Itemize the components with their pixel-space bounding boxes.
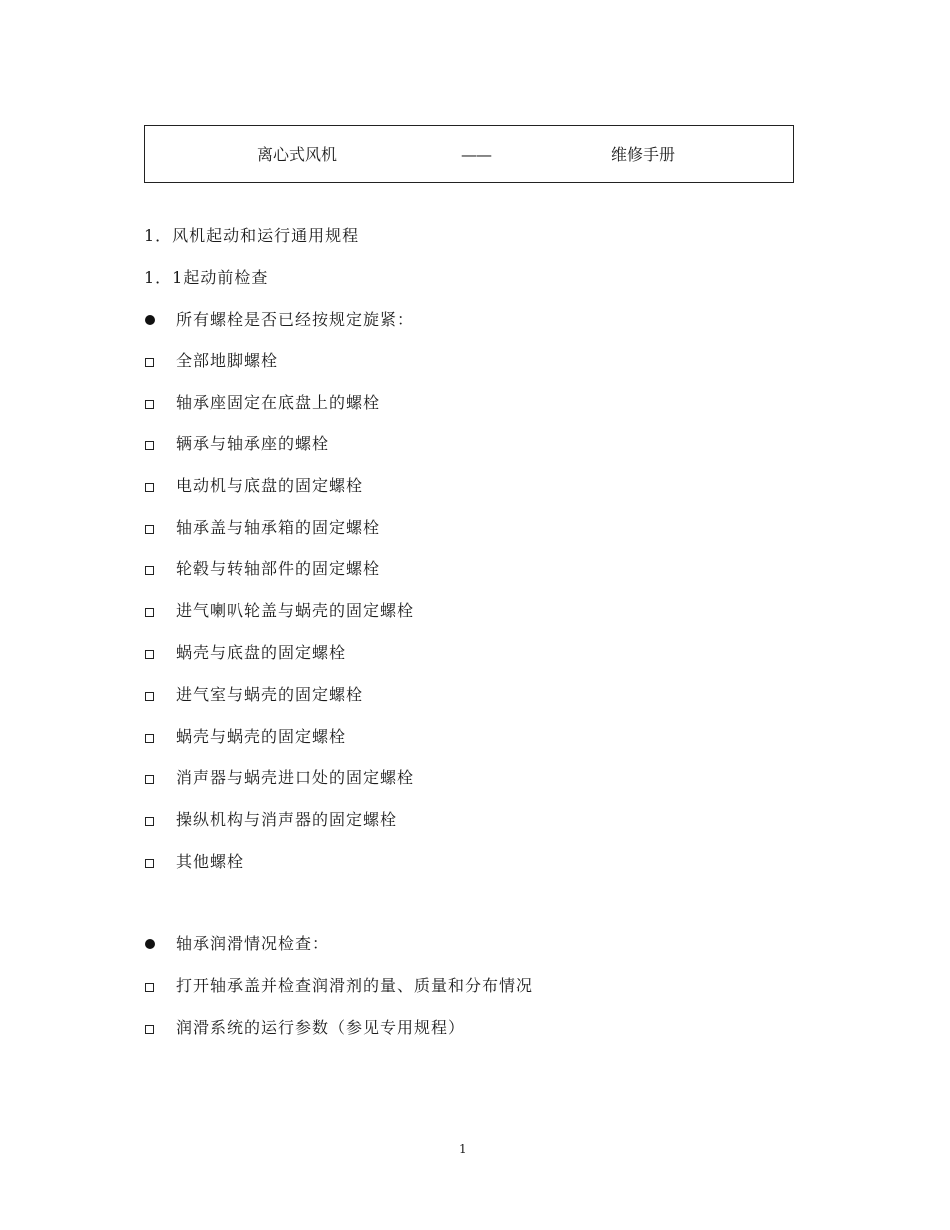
- list-item: 进气喇叭轮盖与蜗壳的固定螺栓: [176, 601, 415, 620]
- list-item: 轴承盖与轴承箱的固定螺栓: [176, 518, 381, 537]
- bullet-icon: [144, 310, 158, 330]
- checkbox-icon: [144, 810, 158, 830]
- checkbox-icon: [144, 351, 158, 371]
- group-title-lubrication: 轴承润滑情况检查：: [176, 934, 330, 953]
- checkbox-icon: [144, 727, 158, 747]
- list-item: 蜗壳与蜗壳的固定螺栓: [176, 727, 347, 746]
- checkbox-icon: [144, 852, 158, 872]
- list-item: 全部地脚螺栓: [176, 351, 279, 370]
- header-title-left: 离心式风机: [257, 145, 338, 164]
- checkbox-icon: [144, 559, 158, 579]
- list-item: 轴承座固定在底盘上的螺栓: [176, 393, 381, 412]
- bullet-icon: [144, 934, 158, 954]
- list-item: 操纵机构与消声器的固定螺栓: [176, 810, 398, 829]
- checkbox-icon: [144, 976, 158, 996]
- checkbox-icon: [144, 601, 158, 621]
- list-item: 打开轴承盖并检查润滑剂的量、质量和分布情况: [176, 976, 534, 995]
- subsection-title: 1．1起动前检查: [144, 268, 269, 287]
- section-title: 1．风机起动和运行通用规程: [144, 226, 360, 245]
- checkbox-icon: [144, 476, 158, 496]
- list-item: 电动机与底盘的固定螺栓: [176, 476, 364, 495]
- list-item: 润滑系统的运行参数（参见专用规程）: [176, 1018, 466, 1037]
- header-dash: ——: [461, 145, 491, 164]
- checkbox-icon: [144, 434, 158, 454]
- list-item: 其他螺栓: [176, 852, 245, 871]
- checkbox-icon: [144, 1018, 158, 1038]
- page-number: 1: [459, 1142, 467, 1156]
- header-title-right: 维修手册: [611, 145, 676, 164]
- document-header-box: [144, 125, 794, 183]
- list-item: 辆承与轴承座的螺栓: [176, 434, 330, 453]
- list-item: 消声器与蜗壳进口处的固定螺栓: [176, 768, 415, 787]
- list-item: 进气室与蜗壳的固定螺栓: [176, 685, 364, 704]
- group-title-bolts: 所有螺栓是否已经按规定旋紧：: [176, 310, 415, 329]
- checkbox-icon: [144, 643, 158, 663]
- checkbox-icon: [144, 768, 158, 788]
- checkbox-icon: [144, 685, 158, 705]
- checkbox-icon: [144, 393, 158, 413]
- list-item: 蜗壳与底盘的固定螺栓: [176, 643, 347, 662]
- list-item: 轮毂与转轴部件的固定螺栓: [176, 559, 381, 578]
- checkbox-icon: [144, 518, 158, 538]
